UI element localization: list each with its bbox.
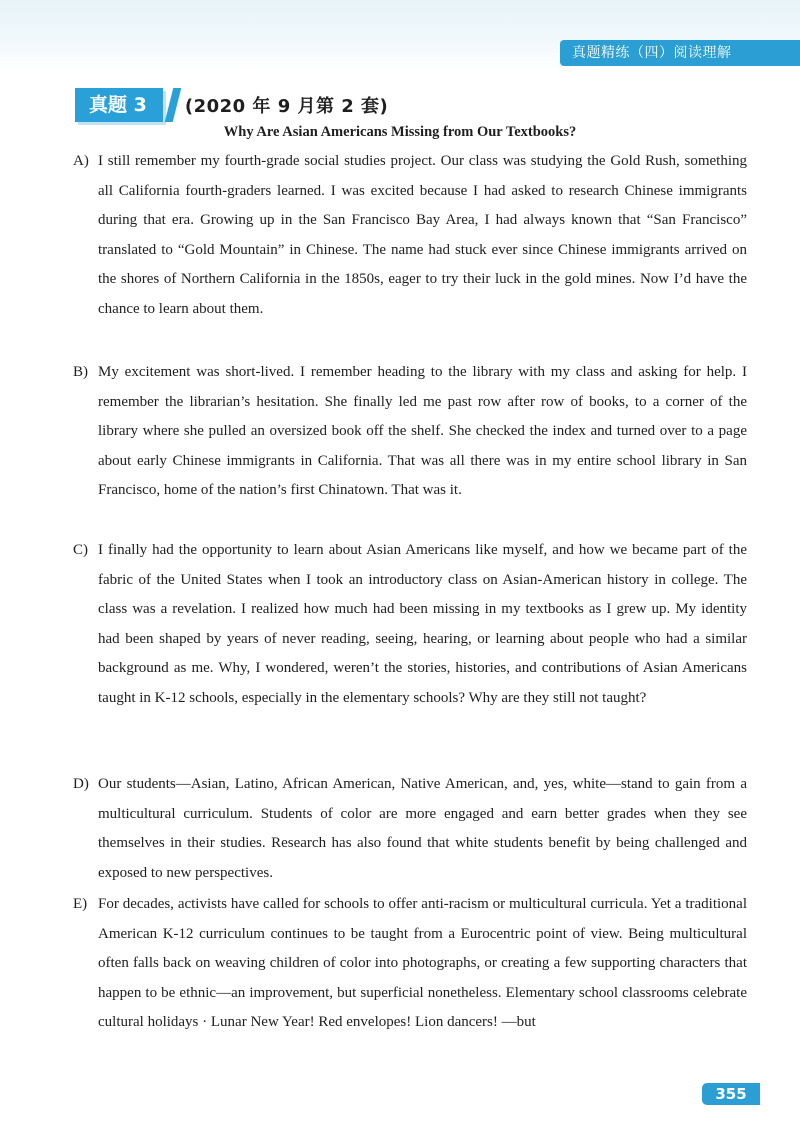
page-number: 355	[702, 1083, 760, 1105]
paragraph-text: For decades, activists have called for schools to offer anti-racism or multicultural curricula. Yet a traditional American K-12 curriculum continues to be taught from a Eurocentric point of view. Being multicultural often falls back on weaving children of color into photographs, or creating a few supporting characters that happen to be ethnic—an improvement, but superficial nonetheless. Elementary school classrooms celebrate cultural holidays · Lunar New Year! Red envelopes! Lion dancers! —but	[98, 896, 747, 1030]
question-title-row	[75, 88, 388, 122]
section-header-tab: 真题精练（四）阅读理解	[560, 40, 800, 66]
paragraph-e	[73, 890, 747, 1038]
paragraph-letter: A)	[73, 153, 89, 169]
paragraph-text: Our students—Asian, Latino, African American, Native American, and, yes, white—stand to gain from a multicultural curriculum. Students of color are more engaged and earn better grades when they see themselves in their studies. Research has also found that white students benefit by being challenged and exposed to new perspectives.	[98, 776, 747, 881]
paragraph-text: My excitement was short-lived. I remember heading to the library with my class and asking for help. I remember the librarian’s hesitation. She finally led me past row after row of books, to a corner of the library where she pulled an oversized book off the shelf. She checked the index and turned over to a page about early Chinese immigrants in California. That was all there was in my entire school library in San Francisco, home of the nation’s first Chinatown. That was it.	[98, 364, 747, 498]
paragraph-letter: D)	[73, 776, 89, 792]
paragraph-text: I finally had the opportunity to learn about Asian Americans like myself, and how we became part of the fabric of the United States when I took an introductory class on Asian-American history in college. The class was a revelation. I realized how much had been missing in my textbooks as I grew up. My identity had been shaped by years of never reading, seeing, hearing, or learning about people who had a similar background as me. Why, I wondered, weren’t the stories, histories, and contributions of Asian Americans taught in K-12 schools, especially in the elementary schools? Why are they still not taught?	[98, 542, 747, 706]
paragraph-letter: C)	[73, 542, 88, 558]
paragraph-letter: B)	[73, 364, 88, 380]
paragraph-letter: E)	[73, 896, 88, 912]
article-title: Why Are Asian Americans Missing from Our Textbooks?	[223, 124, 577, 140]
paragraph-a	[73, 147, 747, 324]
paragraph-c	[73, 536, 747, 713]
paragraph-text: I still remember my fourth-grade social studies project. Our class was studying the Gold Rush, something all California fourth-graders learned. I was excited because I had asked to research Chinese immigrants during that era. Growing up in the San Francisco Bay Area, I had always known that “San Francisco” translated to “Gold Mountain” in Chinese. The name had stuck ever since Chinese immigrants arrived on the shores of Northern California in the 1850s, eager to try their luck in the gold mines. Now I’d have the chance to learn about them.	[98, 153, 747, 317]
exam-info: (2020 年 9 月第 2 套)	[184, 96, 389, 117]
paragraph-d	[73, 770, 747, 888]
question-badge: 真题 3	[75, 88, 163, 122]
badge-divider	[165, 88, 181, 122]
paragraph-b	[73, 358, 747, 506]
